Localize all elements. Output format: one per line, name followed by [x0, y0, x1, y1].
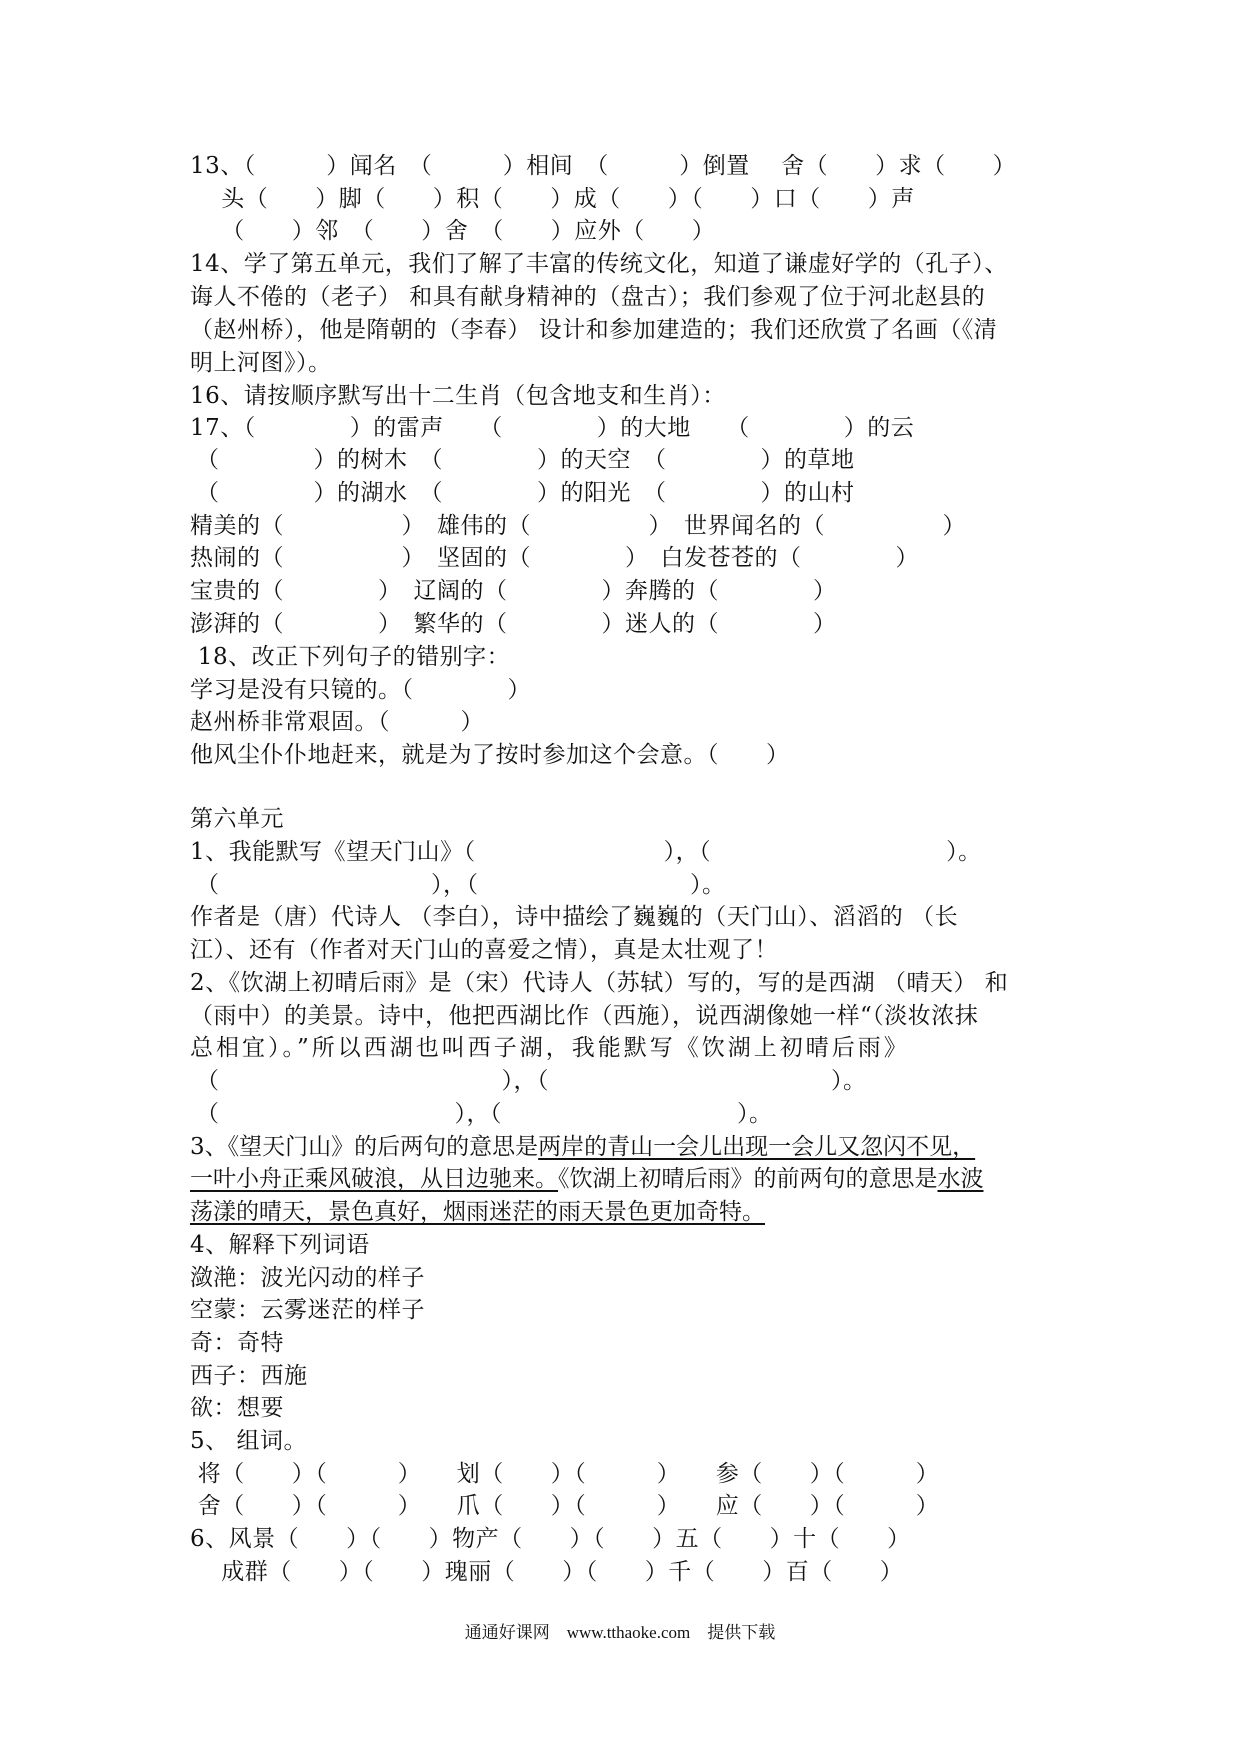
u6-q6-line: 6、风景（ ）（ ）物产（ ）（ ）五（ ）十（ ）	[190, 1526, 911, 1552]
q18-line: 他风尘仆仆地赶来，就是为了按时参加这个会意。（ ）	[190, 742, 790, 768]
q14-line: 14、学了第五单元，我们了解了丰富的传统文化，知道了谦虚好学的（孔子）、	[190, 251, 1008, 277]
footer-source: 通通好课网 www.tthaoke.com 提供下载	[464, 1623, 776, 1642]
u6-q3-line-3	[190, 1196, 765, 1228]
q3-answer-2-cont: 荡漾的晴天，景色真好，烟雨迷茫的雨天景色更加奇特。	[190, 1199, 765, 1225]
u6-q1-line: 作者是（唐）代诗人 （李白），诗中描绘了巍巍的（天门山）、滔滔的 （长	[190, 904, 959, 930]
u6-q3-line-2	[190, 1163, 984, 1195]
q18-line: 18、改正下列句子的错别字：	[190, 644, 511, 670]
q14-line: 明上河图》）。	[190, 350, 332, 376]
u6-q2-line: 总相宜）。”所以西湖也叫西子湖，我能默写《饮湖上初晴后雨》	[190, 1035, 910, 1061]
q13-row-1: 13、（ ）闻名 （ ）相间 （ ）倒置 舍（ ）求（ ）	[190, 153, 1017, 179]
u6-q2-line: 2、《饮湖上初晴后雨》是（宋）代诗人（苏轼）写的，写的是西湖 （晴天） 和	[190, 970, 1009, 996]
u6-q5-line: 5、 组词。	[190, 1428, 307, 1454]
q17-line: 澎湃的（ ） 繁华的（ ）迷人的（ ）	[190, 611, 837, 637]
u6-q6-line: 成群（ ）（ ）瑰丽（ ）（ ）千（ ）百（ ）	[190, 1559, 904, 1585]
u6-q2-line: （ ），（ ）。	[196, 1068, 867, 1094]
q13-row-3: （ ）邻 （ ）舍 （ ）应外（ ）	[190, 218, 716, 244]
q3-prefix: 3、《望天门山》的后两句的意思是	[190, 1134, 539, 1160]
q17-line: （ ）的树木 （ ）的天空 （ ）的草地	[196, 447, 855, 473]
u6-q1-line: 江）、还有（作者对天门山的喜爱之情），真是太壮观了！	[190, 937, 778, 963]
u6-q4-line: 西子：西施	[190, 1363, 308, 1389]
q17-line: 精美的（ ） 雄伟的（ ） 世界闻名的（ ）	[190, 513, 966, 539]
q18-line: 学习是没有只镜的。（ ）	[190, 677, 531, 703]
u6-q2-line: （雨中）的美景。诗中，他把西湖比作（西施），说西湖像她一样“（淡妆浓抹	[190, 1003, 979, 1029]
u6-q4-line: 潋滟：波光闪动的样子	[190, 1265, 425, 1291]
u6-q1-line: （ ），（ ）。	[196, 872, 726, 898]
u6-q5-line: 舍（ ）（ ） 爪（ ）（ ） 应（ ）（ ）	[190, 1493, 940, 1519]
q3-answer-1-cont: 一叶小舟正乘风破浪，从日边驰来。	[190, 1166, 558, 1192]
q3-answer-2: 水波	[937, 1166, 984, 1192]
u6-q4-line: 空蒙：云雾迷茫的样子	[190, 1297, 425, 1323]
q17-line: （ ）的湖水 （ ）的阳光 （ ）的山村	[196, 480, 855, 506]
q17-line: 宝贵的（ ） 辽阔的（ ）奔腾的（ ）	[190, 578, 837, 604]
u6-q4-line: 4、解释下列词语	[190, 1232, 370, 1258]
u6-q4-line: 奇：奇特	[190, 1330, 284, 1356]
q18-line: 赵州桥非常艰固。（ ）	[190, 709, 484, 735]
unit6-title: 第六单元	[190, 806, 284, 832]
u6-q1-line: 1、我能默写《望天门山》（ ），（ ）。	[190, 839, 982, 865]
q13-row-2: 头（ ）脚（ ）积（ ）成（ ）（ ）口（ ）声	[190, 186, 915, 212]
q3-mid: 《饮湖上初晴后雨》的前两句的意思是	[558, 1166, 938, 1192]
q3-answer-1: 两岸的青山一会儿出现一会儿又忽闪不见，	[538, 1134, 976, 1160]
q14-line: 诲人不倦的（老子） 和具有献身精神的（盘古）；我们参观了位于河北赵县的	[190, 284, 986, 310]
q14-line: （赵州桥），他是隋朝的（李春） 设计和参加建造的；我们还欣赏了名画（《清	[190, 317, 998, 343]
u6-q3-line-1	[190, 1131, 975, 1163]
q16-line: 16、请按顺序默写出十二生肖（包含地支和生肖）：	[190, 383, 726, 409]
u6-q5-line: 将（ ）（ ） 划（ ）（ ） 参（ ）（ ）	[190, 1461, 940, 1487]
u6-q4-line: 欲：想要	[190, 1395, 284, 1421]
u6-q2-line: （ ），（ ）。	[196, 1101, 773, 1127]
q17-line: 17、（ ）的雷声 （ ）的大地 （ ）的云	[190, 415, 915, 441]
q17-line: 热闹的（ ） 坚固的（ ） 白发苍苍的（ ）	[190, 545, 919, 571]
